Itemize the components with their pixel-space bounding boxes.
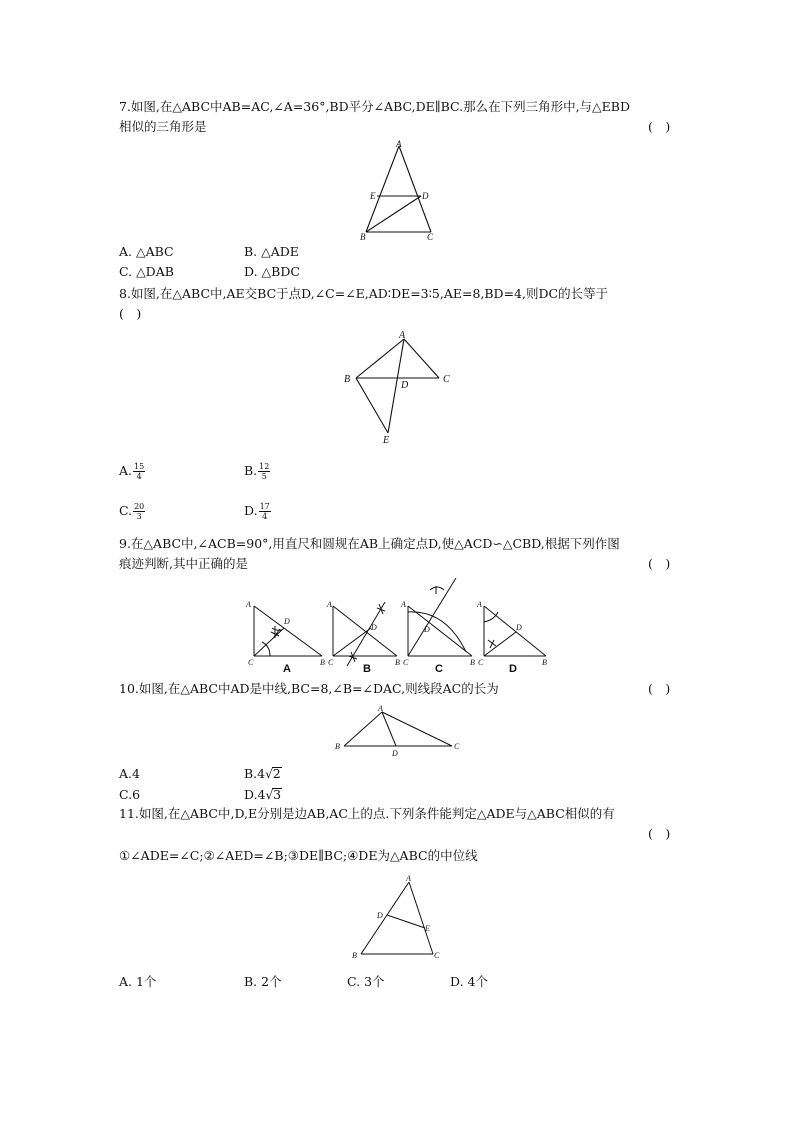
q9c-caption: C xyxy=(435,663,443,675)
q10-label-d: D xyxy=(392,749,398,758)
q11-label-d: D xyxy=(377,911,383,920)
q10-label-c: C xyxy=(454,742,460,751)
q9a-label-a: A xyxy=(246,600,251,609)
q8-option-d: D. $\frac{17}{4}$ xyxy=(244,502,270,521)
q11-option-c: C. 3个 xyxy=(347,974,385,989)
q8-option-a: A. $\frac{15}{4}$ xyxy=(119,462,145,481)
q9-figure-b xyxy=(325,596,405,676)
q11-label-c: C xyxy=(434,951,440,960)
q9-figure-a xyxy=(242,596,330,676)
q8-figure xyxy=(335,328,465,446)
q9c-label-d: D xyxy=(424,625,430,634)
q10-label-a: A xyxy=(378,704,383,713)
q8-label-d: D xyxy=(401,380,409,391)
q10-option-a: A.4 xyxy=(119,766,140,781)
q8-option-c: C. $\frac{20}{3}$ xyxy=(119,502,145,521)
q7-label-d: D xyxy=(422,191,429,201)
q7-figure xyxy=(350,138,450,244)
q8-text-line1: 8.如图,在△ABC中,AE交BC于点D,∠C=∠E,AD∶DE=3∶5,AE=8,BD=4,则DC的长等于 xyxy=(119,286,609,301)
q9b-caption: B xyxy=(363,663,371,675)
q11-answer-paren: ( ) xyxy=(648,826,671,841)
q9d-caption: D xyxy=(509,663,517,675)
q10-option-d: D.4√3 xyxy=(244,787,282,802)
q10-text-line1: 10.如图,在△ABC中AD是中线,BC=8,∠B=∠DAC,则线段AC的长为 xyxy=(119,681,499,696)
q7-text-line1: 7.如图,在△ABC中AB=AC,∠A=36°,BD平分∠ABC,DE∥BC.那么在下列三角形中,与△EBD xyxy=(119,99,630,114)
q9b-label-c: C xyxy=(328,658,334,667)
q7-label-c: C xyxy=(427,232,434,242)
q9-figure-c xyxy=(400,574,480,676)
q9d-label-d: D xyxy=(516,623,522,632)
q9d-label-c: C xyxy=(478,658,484,667)
q11-option-a: A. 1个 xyxy=(119,974,157,989)
q9c-label-a: A xyxy=(401,600,406,609)
q7-option-b: B. △ADE xyxy=(244,244,299,259)
q10-option-c: C.6 xyxy=(119,787,141,802)
q9a-label-c: C xyxy=(248,658,254,667)
q7-option-d: D. △BDC xyxy=(244,264,300,279)
q9a-label-d: D xyxy=(284,617,290,626)
q10-figure xyxy=(330,700,470,762)
q9-text-line2: 痕迹判断,其中正确的是 xyxy=(119,556,248,571)
q11-label-b: B xyxy=(352,951,357,960)
q8-label-e: E xyxy=(383,435,390,446)
q10-answer-paren: ( ) xyxy=(648,681,671,696)
q8-label-b: B xyxy=(344,374,351,385)
q9b-label-a: A xyxy=(327,600,332,609)
q9d-label-b: B xyxy=(542,658,547,667)
q8-label-a: A xyxy=(399,330,406,341)
q11-label-a: A xyxy=(406,874,411,883)
q9c-label-b: B xyxy=(470,658,475,667)
q11-label-e: E xyxy=(425,924,430,933)
q11-figure xyxy=(345,872,445,964)
q7-label-e: E xyxy=(370,191,376,201)
q8-option-b: B. $\frac{12}{5}$ xyxy=(244,462,270,481)
q7-label-b: B xyxy=(360,232,366,242)
q9c-label-c: C xyxy=(403,658,409,667)
q9a-caption: A xyxy=(283,663,291,675)
q9d-label-a: A xyxy=(477,600,482,609)
q10-option-b: B.4√2 xyxy=(244,766,281,781)
q8-answer-paren: ( ) xyxy=(119,306,142,321)
q11-option-b: B. 2个 xyxy=(244,974,282,989)
q9-figure-d xyxy=(474,596,554,676)
q8-label-c: C xyxy=(443,374,450,385)
q11-conditions: ①∠ADE=∠C;②∠AED=∠B;③DE∥BC;④DE为△ABC的中位线 xyxy=(119,848,478,863)
q11-option-d: D. 4个 xyxy=(450,974,488,989)
q7-text-line2: 相似的三角形是 xyxy=(119,119,207,134)
q10-label-b: B xyxy=(335,742,340,751)
q9-text-line1: 9.在△ABC中,∠ACB=90°,用直尺和圆规在AB上确定点D,使△ACD∽△CBD,根据下列作图 xyxy=(119,536,620,551)
q7-option-c: C. △DAB xyxy=(119,264,174,279)
q11-text-line1: 11.如图,在△ABC中,D,E分别是边AB,AC上的点.下列条件能判定△ADE与△ABC相似的有 xyxy=(119,806,615,821)
q9a-label-b: B xyxy=(320,658,325,667)
q7-option-a: A. △ABC xyxy=(119,244,174,259)
q7-answer-paren: ( ) xyxy=(648,119,671,134)
q9b-label-b: B xyxy=(395,658,400,667)
q9b-label-d: D xyxy=(371,623,377,632)
q9-answer-paren: ( ) xyxy=(648,556,671,571)
q7-label-a: A xyxy=(396,139,402,149)
